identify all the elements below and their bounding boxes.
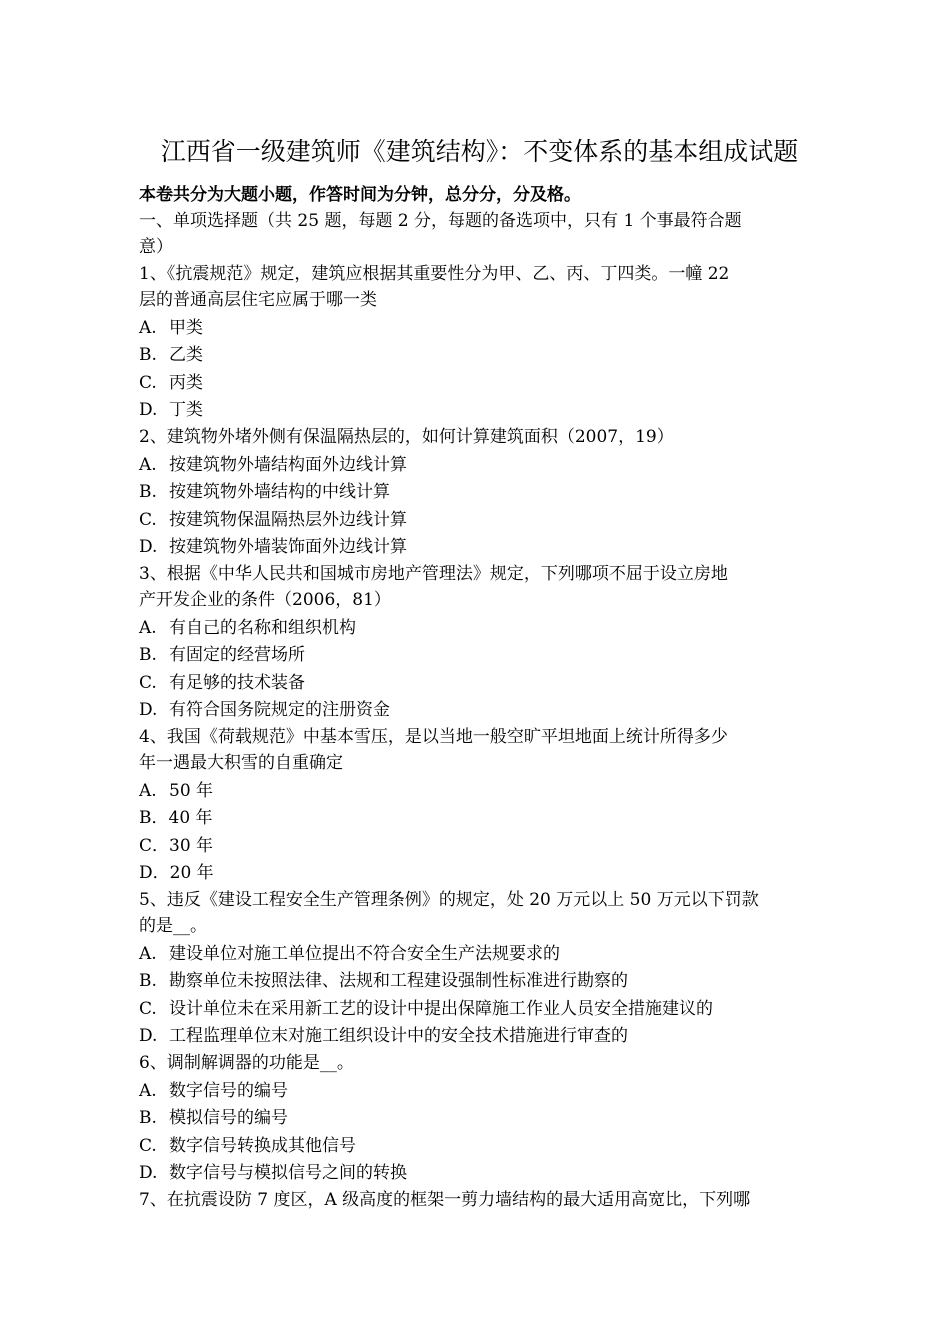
option-c: [139, 507, 820, 533]
option-text: 工程监理单位末对施工组织设计中的安全技术措施进行审查的: [169, 1026, 628, 1046]
option-text: 按建筑物外墙结构面外边线计算: [169, 454, 407, 475]
question-text: 1、《抗震规范》规定，建筑应根据其重要性分为甲、乙、丙、丁四类。一幢 22: [139, 264, 730, 284]
option-letter: C.: [139, 1135, 157, 1156]
option-letter: A.: [139, 943, 157, 964]
option-text: 有符合国务院规定的注册资金: [169, 700, 390, 720]
option-a: [139, 1078, 820, 1104]
question-text: 4、我国《荷载规范》中基本雪压，是以当地一般空旷平坦地面上统计所得多少: [139, 727, 728, 747]
option-a: [139, 315, 820, 341]
option-letter: B.: [139, 1108, 157, 1128]
option-text: 有固定的经营场所: [169, 645, 305, 665]
option-c: [139, 370, 820, 396]
option-text: 30 年: [169, 835, 214, 856]
section-heading-line: 一、单项选择题（共 25 题，每题 2 分，每题的备选项中，只有 1 个事最符合题: [139, 211, 742, 231]
section-heading: [139, 208, 820, 260]
option-b: [139, 642, 820, 668]
option-c: [139, 670, 820, 696]
option-a: [139, 778, 820, 804]
option-letter: C．: [139, 835, 170, 856]
question-6: [139, 1050, 820, 1186]
question-text: 2、建筑物外堵外侧有保温隔热层的，如何计算建筑面积（2007，19）: [139, 427, 674, 447]
option-text: 设计单位未在采用新工艺的设计中提出保障施工作业人员安全措施建议的: [169, 998, 713, 1019]
option-letter: C.: [139, 372, 157, 393]
option-letter: B.: [139, 482, 157, 502]
option-text: 勘察单位未按照法律、法规和工程建设强制性标准进行勘察的: [169, 971, 628, 991]
option-a: [139, 615, 820, 641]
option-text: 50 年: [169, 780, 214, 801]
option-a: [139, 452, 820, 478]
question-4: [139, 724, 820, 886]
question-text: 产开发企业的条件（2006，81）: [139, 590, 391, 610]
option-letter: A.: [139, 780, 157, 801]
question-5: [139, 887, 820, 1049]
question-1: [139, 261, 820, 423]
option-c: [139, 833, 820, 859]
exam-intro: 本卷共分为大题小题，作答时间为分钟，总分分，分及格。: [139, 185, 581, 205]
option-b: [139, 968, 820, 994]
option-d: [139, 1023, 820, 1049]
option-text: 按建筑物保温隔热层外边线计算: [169, 509, 407, 530]
option-letter: D.: [139, 700, 158, 720]
option-d: [139, 697, 820, 723]
option-text: 按建筑物外墙装饰面外边线计算: [169, 537, 407, 557]
option-c: [139, 996, 820, 1022]
option-text: 甲类: [169, 317, 203, 338]
option-text: 丙类: [169, 372, 203, 393]
section-heading-line: 意）: [139, 237, 173, 257]
question-text: 5、违反《建设工程安全生产管理条例》的规定，处 20 万元以上 50 万元以下罚款: [139, 890, 759, 910]
option-text: 按建筑物外墙结构的中线计算: [169, 482, 390, 502]
question-2: [139, 424, 820, 560]
option-text: 有足够的技术装备: [169, 672, 305, 693]
option-letter: A.: [139, 317, 157, 338]
question-text: 6、调制解调器的功能是__。: [139, 1053, 354, 1073]
option-text: 40 年: [168, 808, 213, 828]
option-b: [139, 479, 820, 505]
option-letter: B．: [139, 808, 169, 828]
option-letter: D.: [139, 1026, 158, 1046]
option-b: [139, 805, 820, 831]
option-letter: D.: [139, 537, 158, 557]
option-text: 模拟信号的编号: [169, 1108, 288, 1128]
question-text: 层的普通高层住宅应属于哪一类: [139, 290, 377, 310]
option-letter: D．: [139, 863, 170, 883]
option-d: [139, 397, 820, 423]
option-d: [139, 1160, 820, 1186]
option-letter: C.: [139, 672, 157, 693]
option-letter: A.: [139, 617, 157, 638]
question-text: 年一遇最大积雪的自重确定: [139, 753, 343, 773]
option-letter: B.: [139, 645, 157, 665]
option-text: 乙类: [169, 345, 203, 365]
option-text: 数字信号的编号: [169, 1080, 288, 1101]
question-7: [139, 1187, 820, 1213]
option-letter: D.: [139, 1163, 158, 1183]
option-text: 丁类: [169, 400, 203, 420]
option-b: [139, 342, 820, 368]
option-text: 数字信号与模拟信号之间的转换: [169, 1163, 407, 1183]
option-letter: D.: [139, 400, 158, 420]
option-letter: B.: [139, 971, 157, 991]
option-d: [139, 534, 820, 560]
option-letter: B.: [139, 345, 157, 365]
question-3: [139, 561, 820, 723]
question-text: 3、根据《中华人民共和国城市房地产管理法》规定，下列哪项不屈于设立房地: [139, 564, 728, 584]
option-text: 建设单位对施工单位提出不符合安全生产法规要求的: [169, 943, 560, 964]
option-a: [139, 941, 820, 967]
question-text: 7、在抗震设防 7 度区，A 级高度的框架一剪力墙结构的最大适用高宽比，下列哪: [139, 1190, 751, 1210]
option-d: [139, 860, 820, 886]
option-letter: C.: [139, 509, 157, 530]
document-title: 江西省一级建筑师《建筑结构》：不变体系的基本组成试题: [160, 137, 799, 166]
option-letter: C.: [139, 998, 157, 1019]
option-text: 数字信号转换成其他信号: [169, 1135, 356, 1156]
question-text: 的是__。: [139, 916, 207, 936]
option-letter: A.: [139, 1080, 157, 1101]
option-text: 20 年: [169, 863, 214, 883]
option-b: [139, 1105, 820, 1131]
option-c: [139, 1133, 820, 1159]
option-letter: A.: [139, 454, 157, 475]
option-text: 有自己的名称和组织机构: [169, 617, 356, 638]
